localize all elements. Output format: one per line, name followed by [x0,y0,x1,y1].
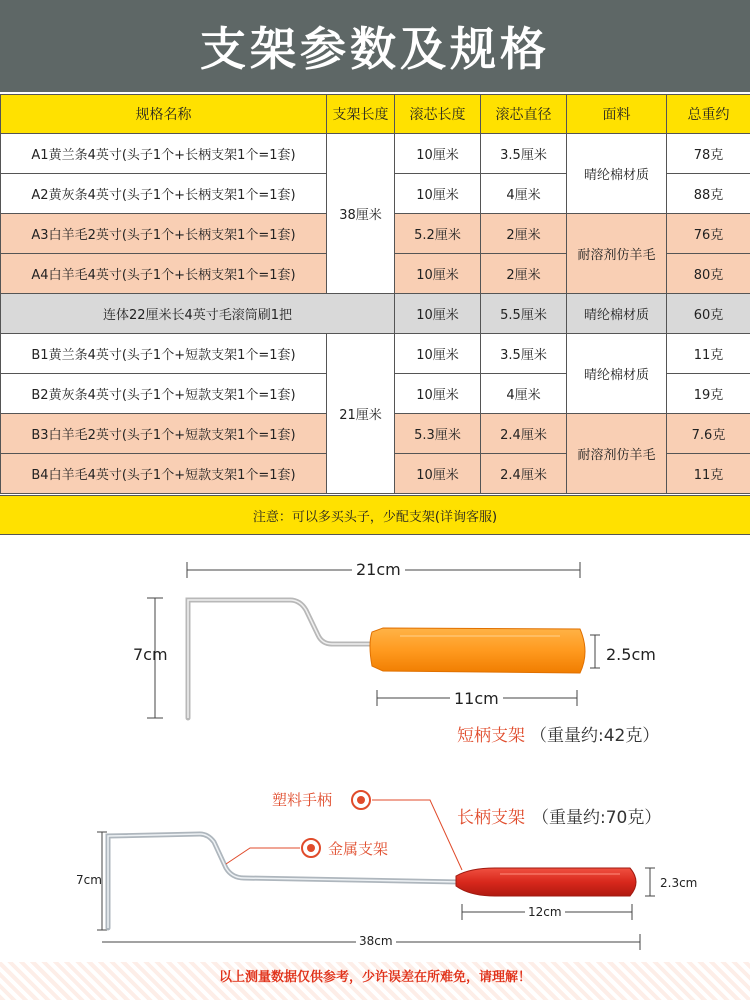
row-weight: 60克 [667,294,750,334]
row-core-dia: 3.5厘米 [481,334,567,374]
row-core-dia: 5.5厘米 [481,294,567,334]
row-name: B4白羊毛4英寸(头子1个+短款支架1个=1套) [1,454,327,494]
long-handle-len-label: 12cm [525,905,565,919]
callout-metal-label: 金属支架 [328,840,389,858]
row-core-len: 10厘米 [395,374,481,414]
frame-length-a: 38厘米 [327,134,395,294]
long-height-label: 7cm [76,873,102,887]
short-frame-weight: （重量约:42克） [530,726,660,746]
row-core-dia: 2厘米 [481,254,567,294]
fabric-acrylic: 晴纶棉材质 [567,134,667,214]
row-core-len: 10厘米 [395,454,481,494]
dim-line-handle-dia [590,635,600,668]
short-height-label: 7cm [133,645,168,664]
row-name: A4白羊毛4英寸(头子1个+长柄支架1个=1套) [1,254,327,294]
row-core-dia: 2.4厘米 [481,454,567,494]
short-frame-name: 短柄支架 [457,726,525,746]
page-header [0,0,750,92]
row-core-dia: 4厘米 [481,174,567,214]
row-name: B3白羊毛2英寸(头子1个+短款支架1个=1套) [1,414,327,454]
footer-text: 以上测量数据仅供参考，少许误差在所难免，请理解！ [218,970,531,985]
row-core-len: 5.3厘米 [395,414,481,454]
long-frame-weight: （重量约:70克） [532,808,662,828]
row-core-len: 10厘米 [395,294,481,334]
row-name: B2黄灰条4英寸(头子1个+短款支架1个=1套) [1,374,327,414]
row-fabric: 晴纶棉材质 [567,294,667,334]
callout-line-handle [372,800,462,870]
note-bar [0,495,750,535]
row-core-dia: 4厘米 [481,374,567,414]
metal-frame [188,600,380,718]
short-handle-len-label: 11cm [450,689,503,708]
table-row [1,294,750,334]
callout-line-metal [226,848,300,864]
row-core-len: 10厘米 [395,254,481,294]
note-text: 注意：可以多买头子，少配支架(详询客服) [252,509,498,525]
frame-length-b: 21厘米 [327,334,395,494]
col-header-name: 规格名称 [1,95,327,134]
row-name: A2黄灰条4英寸(头子1个+长柄支架1个=1套) [1,174,327,214]
footer-disclaimer [0,962,750,1000]
row-core-len: 5.2厘米 [395,214,481,254]
row-core-len: 10厘米 [395,334,481,374]
target-icon-metal [302,839,320,857]
dim-line-handle-dia-long [645,868,655,896]
row-weight: 80克 [667,254,750,294]
row-weight: 19克 [667,374,750,414]
long-frame-diagram [0,770,750,960]
callout-handle-label: 塑料手柄 [272,791,333,809]
row-name: 连体22厘米长4英寸毛滚筒刷1把 [1,294,395,334]
short-width-label: 21cm [352,560,405,579]
red-handle [456,868,636,896]
fabric-acrylic-b: 晴纶棉材质 [567,334,667,414]
col-header-fabric: 面料 [567,95,667,134]
row-core-len: 10厘米 [395,134,481,174]
row-weight: 88克 [667,174,750,214]
page-title: 支架参数及规格 [200,22,550,76]
row-name: B1黄兰条4英寸(头子1个+短款支架1个=1套) [1,334,327,374]
row-weight: 76克 [667,214,750,254]
row-core-len: 10厘米 [395,174,481,214]
row-name: A3白羊毛2英寸(头子1个+长柄支架1个=1套) [1,214,327,254]
long-width-label: 38cm [356,934,396,948]
orange-handle [370,628,585,673]
row-weight: 7.6克 [667,414,750,454]
row-name: A1黄兰条4英寸(头子1个+长柄支架1个=1套) [1,134,327,174]
row-core-dia: 3.5厘米 [481,134,567,174]
col-header-core-len: 滚芯长度 [395,95,481,134]
col-header-core-dia: 滚芯直径 [481,95,567,134]
long-frame-name: 长柄支架 [457,808,525,828]
table-row [1,334,750,374]
row-weight: 78克 [667,134,750,174]
row-core-dia: 2.4厘米 [481,414,567,454]
short-handle-dia-label: 2.5cm [606,645,656,664]
target-icon-handle [352,791,370,809]
row-core-dia: 2厘米 [481,214,567,254]
table-row [1,134,750,174]
spec-table [0,94,750,494]
fabric-wool-b: 耐溶剂仿羊毛 [567,414,667,494]
table-header-row [1,95,750,134]
row-weight: 11克 [667,334,750,374]
long-handle-dia-label: 2.3cm [660,876,698,890]
fabric-wool: 耐溶剂仿羊毛 [567,214,667,294]
row-weight: 11克 [667,454,750,494]
col-header-weight: 总重约 [667,95,750,134]
col-header-frame-len: 支架长度 [327,95,395,134]
